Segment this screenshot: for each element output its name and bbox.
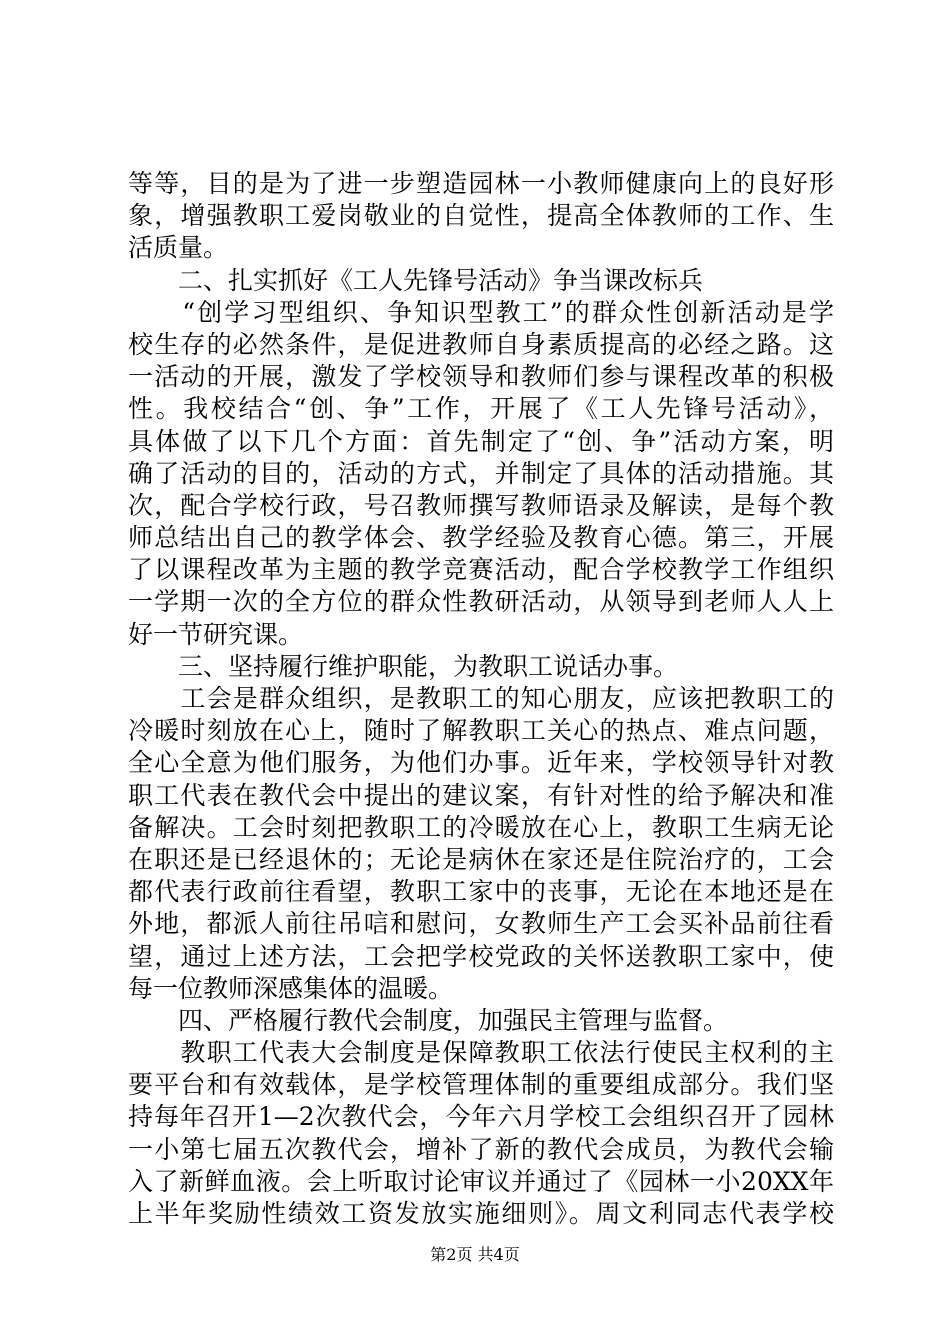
text-line: 四、严格履行教代会制度，加强民主管理与监督。	[128, 1005, 729, 1035]
text-line: 好一节研究课。	[128, 619, 304, 649]
text-line: 了以课程改革为主题的教学竞赛活动，配合学校教学工作组织	[128, 555, 834, 585]
text-line: 一活动的开展，激发了学校领导和教师们参与课程改革的积极	[128, 362, 834, 392]
page-number: 第2页 共4页	[430, 1245, 520, 1264]
text-line: 职工代表在教代会中提出的建议案，有针对性的给予解决和准	[128, 780, 834, 810]
text-line: 一小第七届五次教代会，增补了新的教代会成员，为教代会输	[128, 1134, 834, 1164]
text-line: 冷暖时刻放在心上，随时了解教职工关心的热点、难点问题，	[128, 716, 834, 746]
text-line: “创学习型组织、争知识型教工”的群众性创新活动是学	[128, 297, 834, 327]
text-line: 教职工代表大会制度是保障教职工依法行使民主权利的主	[128, 1038, 834, 1068]
text-line: 入了新鲜血液。会上听取讨论审议并通过了《园林一小20XX年	[128, 1166, 834, 1196]
text-line: 每一位教师深感集体的温暖。	[128, 973, 454, 1003]
text-line: 全心全意为他们服务，为他们办事。近年来，学校领导针对教	[128, 748, 834, 778]
text-line: 次，配合学校行政，号召教师撰写教师语录及解读，是每个教	[128, 490, 834, 520]
text-line: 外地，都派人前往吊唁和慰问，女教师生产工会买补品前往看	[128, 909, 834, 939]
text-line: 要平台和有效载体，是学校管理体制的重要组成部分。我们坚	[128, 1070, 834, 1100]
text-line: 工会是群众组织，是教职工的知心朋友，应该把教职工的	[128, 684, 834, 713]
text-line: 校生存的必然条件，是促进教师自身素质提高的必经之路。这	[128, 329, 834, 359]
text-line: 上半年奖励性绩效工资发放实施细则》。周文利同志代表学校	[128, 1199, 834, 1228]
page-footer	[0, 1245, 950, 1265]
text-line: 活质量。	[128, 233, 229, 263]
text-line: 都代表行政前往看望，教职工家中的丧事，无论在本地还是在	[128, 877, 834, 907]
text-line: 持每年召开1—2次教代会，今年六月学校工会组织召开了园林	[128, 1102, 834, 1132]
text-line: 等等，目的是为了进一步塑造园林一小教师健康向上的良好形	[128, 169, 834, 198]
text-line: 在职还是已经退休的；无论是病休在家还是住院治疗的，工会	[128, 844, 834, 874]
text-line: 备解决。工会时刻把教职工的冷暖放在心上，教职工生病无论	[128, 812, 834, 842]
text-line: 象，增强教职工爱岗敬业的自觉性，提高全体教师的工作、生	[128, 201, 834, 231]
text-line: 二、扎实抓好《工人先锋号活动》争当课改标兵	[128, 265, 704, 295]
document-body	[128, 168, 834, 1230]
text-line: 望，通过上述方法，工会把学校党政的关怀送教职工家中，使	[128, 941, 834, 971]
text-line: 一学期一次的全方位的群众性教研活动，从领导到老师人人上	[128, 587, 834, 617]
text-line: 确了活动的目的，活动的方式，并制定了具体的活动措施。其	[128, 458, 834, 488]
text-line: 具体做了以下几个方面：首先制定了“创、争”活动方案，明	[128, 426, 834, 456]
text-line: 性。我校结合“创、争”工作，开展了《工人先锋号活动》，	[128, 394, 834, 424]
text-line: 三、坚持履行维护职能，为教职工说话办事。	[128, 651, 679, 681]
text-line: 师总结出自己的教学体会、教学经验及教育心德。第三，开展	[128, 523, 834, 553]
